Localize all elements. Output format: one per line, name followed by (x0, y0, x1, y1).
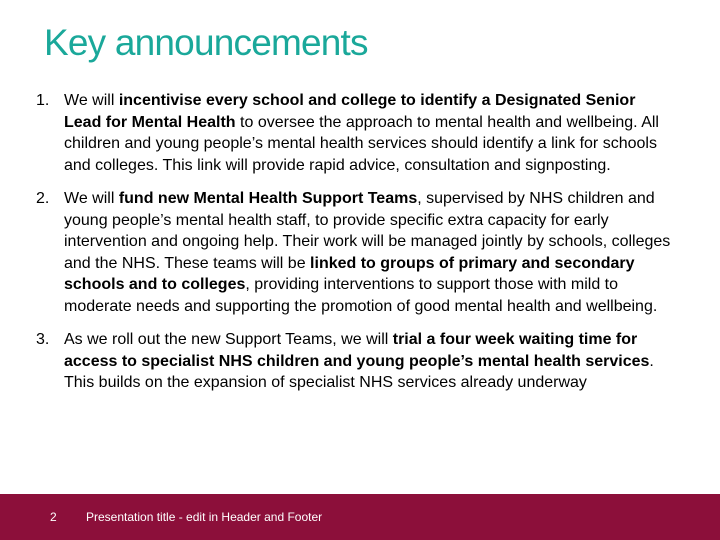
item-number: 3. (36, 331, 50, 348)
slide-title: Key announcements (44, 22, 368, 63)
announcement-list (36, 90, 676, 406)
item-bold-text: incentivise every school and college to identify a Designated Senior Lead for Mental Health (64, 92, 636, 131)
item-number: 1. (36, 92, 50, 109)
announcement-item-3 (36, 329, 676, 394)
item-text: to oversee the approach to mental health and wellbeing. All children and young people’s mental health services should identify a link for schools and colleges. This link will provide rapid advice, consultation and signposting. (64, 113, 659, 174)
item-text: , supervised by NHS children and young people’s mental health staff, to provide specific extra capacity for early intervention and ongoing help. Their work will be managed jointly by schools, colleges and the NHS. These teams will be (64, 190, 671, 272)
item-bold-text: fund new Mental Health Support Teams (118, 190, 418, 207)
item-text: , providing interventions to support those with mild to moderate needs and supporting the promotion of good mental health and wellbeing. (64, 276, 658, 315)
footer-text: Presentation title - edit in Header and Footer (86, 510, 323, 524)
item-text: We will (64, 190, 119, 207)
page-number: 2 (50, 510, 57, 524)
item-bold-text: trial a four week waiting time for access to specialist NHS children and young people’s mental health services (64, 331, 650, 370)
slide-footer (0, 494, 720, 540)
announcement-item-2 (36, 188, 676, 317)
announcement-item-1 (36, 90, 676, 176)
item-text: . This builds on the expansion of specialist NHS services already underway (64, 352, 654, 391)
item-text: As we roll out the new Support Teams, we will (64, 331, 393, 348)
item-number: 2. (36, 190, 50, 207)
item-text: We will (64, 92, 119, 109)
item-bold-text: linked to groups of primary and secondary schools and to colleges (64, 254, 635, 293)
